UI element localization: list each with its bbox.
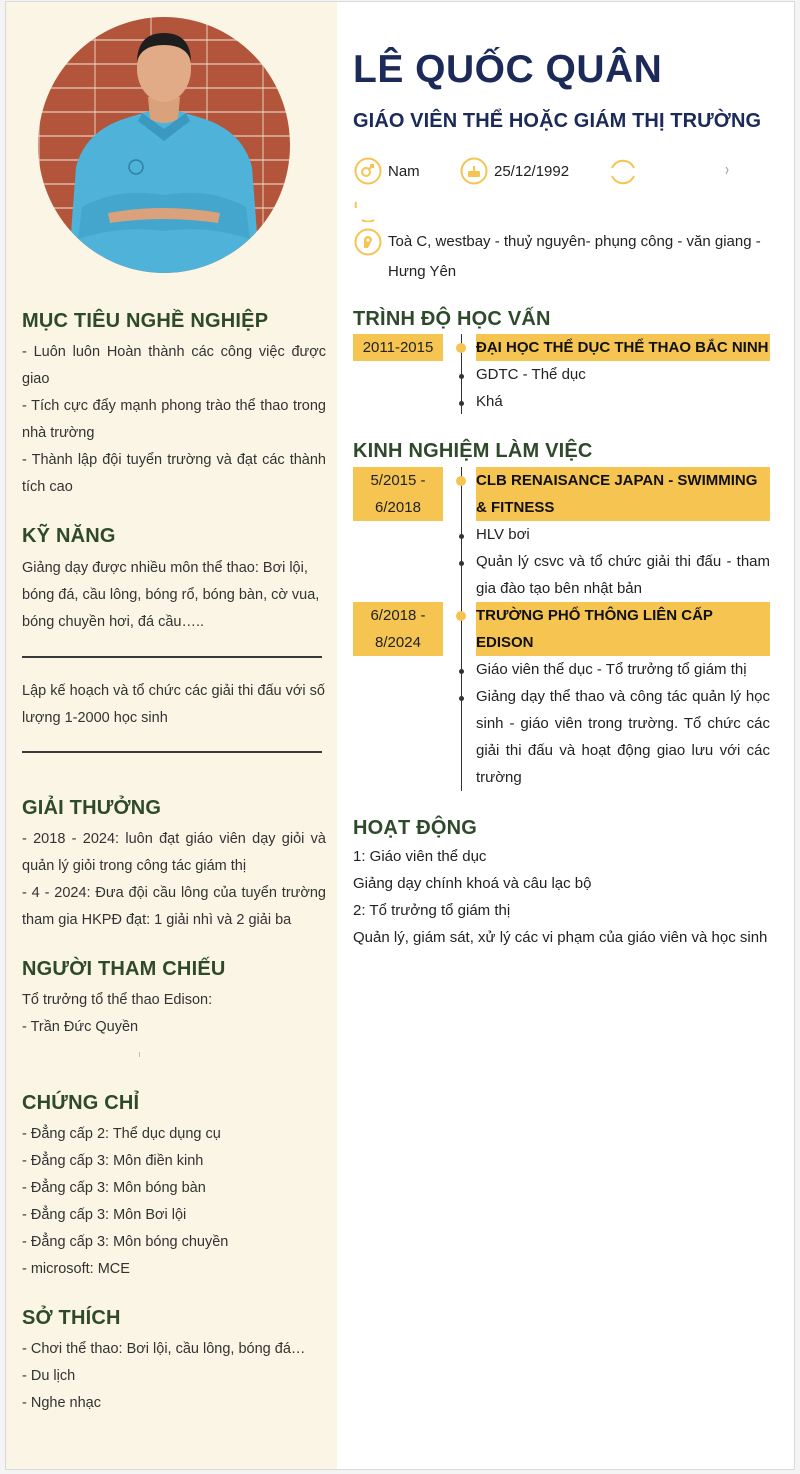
- job-date-line: 8/2024: [375, 634, 421, 651]
- job-company-line: CLB RENAISANCE JAPAN - SWIMMING: [476, 472, 758, 489]
- skills-divider: [22, 656, 322, 658]
- birthday-value: 25/12/1992: [494, 162, 570, 180]
- certificate-line: - Đẳng cấp 3: Môn bóng bàn: [22, 1180, 206, 1196]
- address-line: Toà C, westbay - thuỷ nguyên- phụng công - văn giang -: [388, 233, 761, 250]
- main-column: [337, 2, 795, 1469]
- certificate-line: - Đẳng cấp 3: Môn Bơi lội: [22, 1207, 187, 1223]
- left-sidebar: [6, 2, 337, 1469]
- job-date: [353, 602, 443, 656]
- hobby-line: - Nghe nhạc: [22, 1395, 101, 1411]
- divider-mark: [139, 1052, 140, 1057]
- timeline-dot: [456, 343, 466, 353]
- references-title: NGƯỜI THAM CHIẾU: [22, 958, 226, 980]
- portrait-illustration: [38, 17, 290, 273]
- gender-info: [354, 157, 420, 185]
- resume-page: [5, 1, 795, 1470]
- objective-title: MỤC TIÊU NGHỀ NGHIỆP: [22, 310, 269, 332]
- job-date: [353, 467, 443, 521]
- education-grade: Khá: [476, 393, 503, 410]
- address-line: Hưng Yên: [388, 263, 457, 280]
- job-role: Giáo viên thể dục - Tổ trưởng tổ giám thị: [476, 661, 747, 678]
- activity-line: 2: Tổ trưởng tổ giám thị: [353, 902, 511, 919]
- job-company: [476, 467, 770, 521]
- award-line: - 4 - 2024: Đưa đội cầu lông của tuyển trường tham gia HKPĐ đạt: 1 giải nhì và 2 giải ba: [22, 885, 326, 928]
- gender-icon: [354, 157, 382, 185]
- bullet-dot: [459, 561, 464, 566]
- timeline-dot: [456, 611, 466, 621]
- certificate-line: - microsoft: MCE: [22, 1261, 130, 1277]
- cake-icon: [460, 157, 488, 185]
- job-role: HLV bơi: [476, 526, 530, 543]
- skills-title: KỸ NĂNG: [22, 525, 116, 547]
- hobby-line: - Du lịch: [22, 1368, 76, 1384]
- education-date: 2011-2015: [353, 334, 443, 361]
- text-fragment-icon: [725, 166, 729, 176]
- hobbies-text: [22, 1336, 326, 1417]
- gender-value: Nam: [388, 162, 420, 180]
- awards-title: GIẢI THƯỞNG: [22, 797, 162, 819]
- references-text: [22, 987, 326, 1041]
- job-date-line: 5/2015 -: [370, 472, 426, 489]
- job-title: GIÁO VIÊN THỂ HOẶC GIÁM THỊ TRƯỜNG: [353, 110, 762, 132]
- bullet-dot: [459, 374, 464, 379]
- bullet-dot: [459, 401, 464, 406]
- bullet-dot: [459, 534, 464, 539]
- certificate-line: - Đẳng cấp 3: Môn điền kinh: [22, 1153, 204, 1169]
- activity-line: Giảng dạy chính khoá và câu lạc bộ: [353, 875, 592, 892]
- job-date-line: 6/2018 -: [370, 607, 426, 624]
- address-text: [388, 227, 761, 287]
- skills-divider: [22, 751, 322, 753]
- certificates-title: CHỨNG CHỈ: [22, 1092, 140, 1114]
- education-school: ĐẠI HỌC THỂ DỤC THỂ THAO BẮC NINH: [476, 334, 770, 361]
- job-company: [476, 602, 770, 656]
- hobby-line: - Chơi thể thao: Bơi lội, cầu lông, bóng đá…: [22, 1341, 306, 1357]
- awards-text: [22, 826, 326, 934]
- bullet-dot: [459, 696, 464, 701]
- address-info: [354, 228, 761, 287]
- objective-text: [22, 339, 326, 501]
- job-date-line: 6/2018: [375, 499, 421, 516]
- job-company-line: EDISON: [476, 634, 534, 651]
- objective-line: - Thành lập đội tuyển trường và đạt các thành tích cao: [22, 452, 326, 495]
- objective-line: - Luôn luôn Hoàn thành các công việc được giao: [22, 344, 326, 387]
- activities-title: HOẠT ĐỘNG: [353, 817, 478, 839]
- reference-line: - Trần Đức Quyền: [22, 1019, 139, 1035]
- activity-line: 1: Giáo viên thể dục: [353, 848, 487, 865]
- activities-text: [353, 843, 783, 951]
- avatar: [38, 17, 290, 273]
- award-line: - 2018 - 2024: luôn đạt giáo viên dạy giỏi và quản lý giỏi trong công tác giám thị: [22, 831, 326, 874]
- job-description: Giảng dạy thể thao và công tác quản lý học sinh - giáo viên trong trường. Tổ chức các giải thi đấu và hoạt động giao lưu với các trường: [476, 688, 770, 786]
- candidate-name: LÊ QUỐC QUÂN: [353, 48, 663, 91]
- certificate-line: - Đẳng cấp 2: Thể dục dụng cụ: [22, 1126, 221, 1142]
- education-title: TRÌNH ĐỘ HỌC VẤN: [353, 308, 551, 330]
- job-description: Quản lý csvc và tổ chức giải thi đấu - tham gia đào tạo bên nhật bản: [476, 553, 770, 597]
- skills-item-1: Giảng dạy được nhiều môn thể thao: Bơi lội, bóng đá, cầu lông, bóng rổ, bóng bàn, cờ vua, bóng chuyền hơi, đá cầu…..: [22, 560, 320, 630]
- job-company-line: TRƯỜNG PHỔ THÔNG LIÊN CẤP: [476, 607, 713, 624]
- experience-title: KINH NGHIỆM LÀM VIỆC: [353, 440, 593, 462]
- email-icon: [354, 194, 382, 222]
- activity-line: Quản lý, giám sát, xử lý các vi phạm của giáo viên và học sinh: [353, 929, 768, 946]
- phone-icon: [609, 158, 637, 186]
- education-major: GDTC - Thể dục: [476, 366, 586, 383]
- bullet-dot: [459, 669, 464, 674]
- certificate-line: - Đẳng cấp 3: Môn bóng chuyền: [22, 1234, 229, 1250]
- reference-line: Tổ trưởng tổ thể thao Edison:: [22, 992, 213, 1008]
- objective-line: - Tích cực đẩy mạnh phong trào thể thao trong nhà trường: [22, 398, 326, 441]
- certificates-text: [22, 1121, 326, 1283]
- birthday-info: [460, 157, 569, 185]
- timeline-dot: [456, 476, 466, 486]
- timeline-line: [461, 467, 462, 791]
- skills-item-2: Lập kế hoạch và tổ chức các giải thi đấu với số lượng 1-2000 học sinh: [22, 683, 325, 726]
- location-icon: [354, 228, 382, 256]
- job-company-line: & FITNESS: [476, 499, 555, 516]
- hobbies-title: SỞ THÍCH: [22, 1307, 121, 1329]
